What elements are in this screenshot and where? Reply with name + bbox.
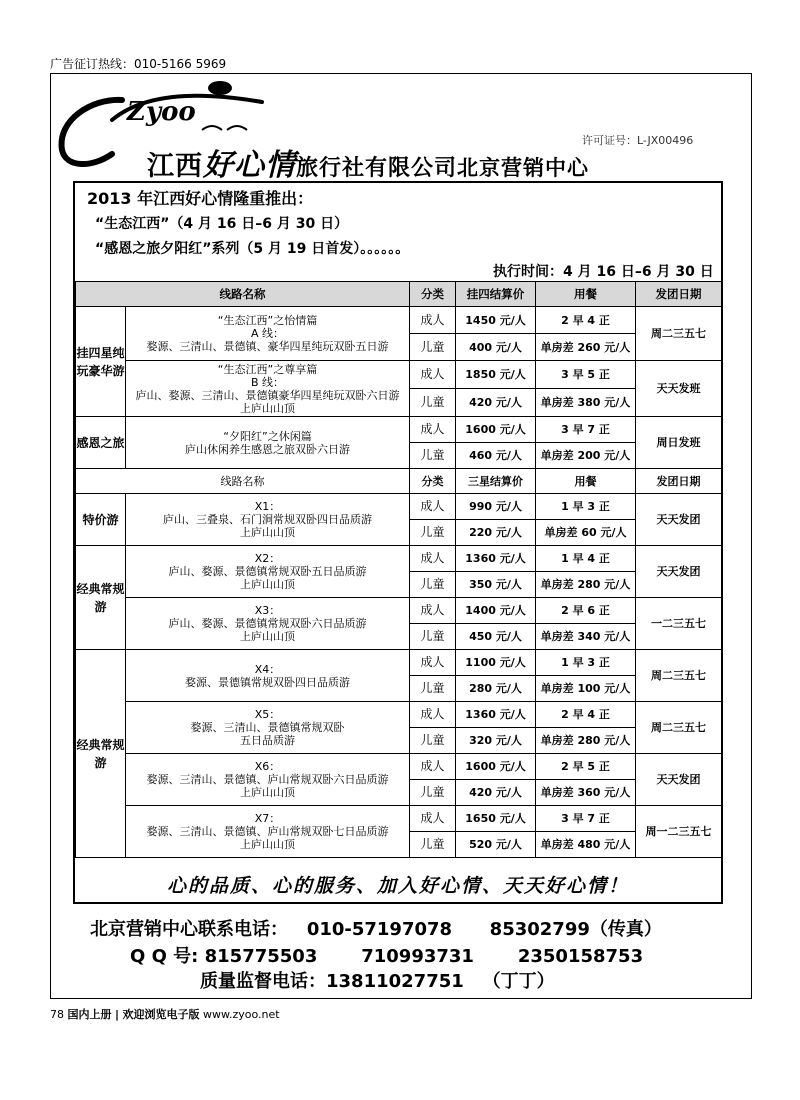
kind-adult: 成人: [410, 307, 456, 334]
route-line: 庐山、三叠泉、石门涧常规双卧四日品质游: [163, 513, 372, 526]
kind-adult: 成人: [410, 702, 456, 728]
child-price: 420 元/人: [456, 389, 536, 417]
kind-child: 儿童: [410, 832, 456, 858]
route-line: 上庐山山顶: [240, 578, 295, 591]
single-room-diff: 单房差 380 元/人: [536, 389, 636, 417]
route-line: X7：: [254, 812, 281, 825]
adult-meal: 3 早 5 正: [536, 361, 636, 389]
route-line: 庐山休闲养生感恩之旅双卧六日游: [185, 442, 350, 456]
footer-section: 国内上册: [67, 1008, 112, 1021]
route-line: 上庐山山顶: [240, 838, 295, 851]
slogan: 心的品质、心的服务、加入好心情、天天好心情！: [166, 875, 629, 897]
route-desc: [126, 494, 410, 546]
ad-hotline: 广告征订热线：010-5166 5969: [50, 57, 227, 71]
route-line: X5：: [254, 708, 281, 721]
schedule: 天天发团: [636, 546, 722, 598]
category-thanks: 感恩之旅: [76, 417, 126, 469]
kind-child: 儿童: [410, 520, 456, 546]
single-room-diff: 单房差 360 元/人: [536, 780, 636, 806]
route-line: 婺源、三清山、景德镇常规双卧: [190, 721, 345, 734]
logo-script: Zyoo: [127, 97, 196, 127]
child-price: 460 元/人: [456, 443, 536, 469]
intro-title: 2013 年江西好心情隆重推出：: [87, 189, 314, 208]
adult-price: 1100 元/人: [456, 650, 536, 676]
schedule: 天天发团: [636, 754, 722, 806]
company-brand: [147, 140, 589, 184]
promo-box: [73, 181, 723, 904]
col-header-route-2: 线路名称: [76, 469, 410, 494]
route-desc: [126, 361, 410, 417]
adult-meal: 1 早 4 正: [536, 546, 636, 572]
child-price: 420 元/人: [456, 780, 536, 806]
col-header-meal: 用餐: [536, 282, 636, 307]
brand-haoxinqing: 好心情: [203, 148, 296, 183]
route-line: B 线：: [250, 375, 285, 389]
brand-center: 北京营销中心: [457, 156, 590, 180]
phone-number-1: 010-57197078: [306, 919, 453, 940]
adult-price: 1360 元/人: [456, 546, 536, 572]
col-header-type: 分类: [410, 282, 456, 307]
adult-meal: 1 早 3 正: [536, 494, 636, 520]
kind-adult: 成人: [410, 650, 456, 676]
route-line: X3：: [254, 604, 281, 617]
single-room-diff: 单房差 280 元/人: [536, 572, 636, 598]
footer-website-link[interactable]: www.zyoo.net: [203, 1008, 280, 1021]
route-line: X2：: [254, 552, 281, 565]
fax-number: 85302799（传真）: [489, 919, 662, 940]
single-room-diff: 单房差 340 元/人: [536, 624, 636, 650]
route-line: X6：: [254, 760, 281, 773]
kind-child: 儿童: [410, 389, 456, 417]
route-desc: [126, 417, 410, 469]
quality-contact-name: （丁丁）: [482, 971, 555, 992]
footer-invite: 欢迎浏览电子版: [122, 1008, 200, 1021]
route-desc: [126, 806, 410, 858]
col-header-schedule-2: 发团日期: [636, 469, 722, 494]
table-row: [76, 307, 722, 334]
child-price: 450 元/人: [456, 624, 536, 650]
schedule: 天天发班: [636, 361, 722, 417]
col-header-price: 挂四结算价: [456, 282, 536, 307]
route-line: 婺源、三清山、景德镇、庐山常规双卧六日品质游: [146, 773, 389, 786]
table-row: [76, 417, 722, 443]
quality-phone: 13811027751: [326, 971, 464, 992]
phone-label: 北京营销中心联系电话：: [90, 919, 288, 940]
adult-price: 1600 元/人: [456, 754, 536, 780]
kind-child: 儿童: [410, 624, 456, 650]
child-price: 520 元/人: [456, 832, 536, 858]
route-desc: [126, 546, 410, 598]
col-header-schedule: 发团日期: [636, 282, 722, 307]
adult-meal: 2 早 6 正: [536, 598, 636, 624]
kind-child: 儿童: [410, 780, 456, 806]
contact-qq-line: [130, 942, 643, 968]
brand-company: 旅行社有限公司: [296, 156, 458, 181]
qq-number-1: 815775503: [204, 946, 318, 967]
schedule: 周二三五七: [636, 702, 722, 754]
single-room-diff: 单房差 280 元/人: [536, 728, 636, 754]
adult-meal: 3 早 7 正: [536, 806, 636, 832]
page-footer: [50, 1006, 280, 1022]
qq-number-2: 710993731: [361, 946, 474, 967]
adult-meal: 2 早 4 正: [536, 702, 636, 728]
table-row: [76, 598, 722, 624]
page-number: 78: [50, 1008, 64, 1021]
table-subheader-row: [76, 469, 722, 494]
adult-meal: 2 早 5 正: [536, 754, 636, 780]
adult-price: 1450 元/人: [456, 307, 536, 334]
adult-price: 1600 元/人: [456, 417, 536, 443]
route-desc: [126, 650, 410, 702]
single-room-diff: 单房差 260 元/人: [536, 334, 636, 361]
table-row: [76, 494, 722, 520]
route-line: X4：: [254, 662, 281, 676]
table-row: [76, 754, 722, 780]
kind-child: 儿童: [410, 572, 456, 598]
route-line: 上庐山山顶: [240, 630, 295, 643]
adult-meal: 2 早 4 正: [536, 307, 636, 334]
route-price-table: [75, 281, 722, 858]
kind-child: 儿童: [410, 443, 456, 469]
child-price: 320 元/人: [456, 728, 536, 754]
child-price: 400 元/人: [456, 334, 536, 361]
kind-child: 儿童: [410, 676, 456, 702]
route-line: 庐山、婺源、景德镇常规双卧六日品质游: [168, 617, 367, 630]
schedule: 天天发团: [636, 494, 722, 546]
kind-adult: 成人: [410, 754, 456, 780]
route-desc: [126, 598, 410, 650]
schedule: 周一二三五七: [636, 806, 722, 858]
single-room-diff: 单房差 480 元/人: [536, 832, 636, 858]
kind-child: 儿童: [410, 728, 456, 754]
col-header-price-2: 三星结算价: [456, 469, 536, 494]
route-line: 婺源、三清山、景德镇、庐山常规双卧七日品质游: [146, 825, 389, 838]
table-header-row: [76, 282, 722, 307]
category-special: 特价游: [76, 494, 126, 546]
schedule: 周日发班: [636, 417, 722, 469]
child-price: 350 元/人: [456, 572, 536, 598]
brand-jiangxi: 江西: [147, 151, 203, 182]
single-room-diff: 单房差 100 元/人: [536, 676, 636, 702]
execution-period: 执行时间：4 月 16 日–6 月 30 日: [493, 264, 714, 280]
kind-child: 儿童: [410, 334, 456, 361]
intro-line-1: “生态江西”（4 月 16 日–6 月 30 日）: [95, 216, 349, 232]
col-header-route: 线路名称: [76, 282, 410, 307]
single-room-diff: 单房差 60 元/人: [536, 520, 636, 546]
kind-adult: 成人: [410, 361, 456, 389]
route-line: 上庐山山顶: [240, 526, 295, 539]
license-number: 许可证号：L-JX00496: [582, 134, 694, 147]
table-row: [76, 361, 722, 389]
table-row: [76, 650, 722, 676]
route-line: 庐山、婺源、景德镇常规双卧五日品质游: [168, 565, 367, 578]
route-line: 上庐山山顶: [240, 401, 295, 415]
category-classic-2: 经典常规游: [76, 650, 126, 858]
kind-adult: 成人: [410, 598, 456, 624]
table-row: [76, 546, 722, 572]
col-header-meal-2: 用餐: [536, 469, 636, 494]
adult-meal: 1 早 3 正: [536, 650, 636, 676]
child-price: 280 元/人: [456, 676, 536, 702]
kind-adult: 成人: [410, 806, 456, 832]
route-line: A 线：: [250, 327, 285, 340]
category-luxury: 挂四星纯玩豪华游: [76, 307, 126, 417]
route-desc: [126, 702, 410, 754]
table-row: [76, 702, 722, 728]
kind-adult: 成人: [410, 417, 456, 443]
route-line: 上庐山山顶: [240, 786, 295, 799]
qq-number-3: 2350158753: [517, 946, 644, 967]
route-line: 庐山、婺源、三清山、景德镇豪华四星纯玩双卧六日游: [135, 388, 400, 402]
route-line: 五日品质游: [240, 734, 295, 747]
header-logo-area: [52, 80, 750, 183]
schedule: 周二三五七: [636, 650, 722, 702]
route-line: 婺源、三清山、景德镇、豪华四星纯玩双卧五日游: [146, 340, 389, 353]
adult-price: 1850 元/人: [456, 361, 536, 389]
route-desc: [126, 754, 410, 806]
adult-price: 1360 元/人: [456, 702, 536, 728]
single-room-diff: 单房差 200 元/人: [536, 443, 636, 469]
adult-price: 1400 元/人: [456, 598, 536, 624]
route-line: X1：: [254, 500, 281, 513]
qq-label: Q Q 号:: [130, 946, 199, 967]
kind-adult: 成人: [410, 494, 456, 520]
col-header-type-2: 分类: [410, 469, 456, 494]
schedule: 周二三五七: [636, 307, 722, 361]
quality-label: 质量监督电话：: [200, 971, 326, 992]
route-desc: [126, 307, 410, 361]
adult-price: 1650 元/人: [456, 806, 536, 832]
route-line: “生态江西”之尊享篇: [217, 362, 318, 376]
table-row: [76, 806, 722, 832]
category-classic-1: 经典常规游: [76, 546, 126, 650]
footer-separator: |: [115, 1008, 120, 1021]
intro-line-2: “感恩之旅夕阳红”系列（5 月 19 日首发）。。。。。。: [95, 241, 410, 257]
adult-price: 990 元/人: [456, 494, 536, 520]
adult-meal: 3 早 7 正: [536, 417, 636, 443]
route-line: 婺源、景德镇常规双卧四日品质游: [185, 675, 350, 689]
kind-adult: 成人: [410, 546, 456, 572]
route-line: “生态江西”之怡情篇: [217, 314, 318, 327]
schedule: 一二三五七: [636, 598, 722, 650]
contact-quality-line: [200, 967, 555, 993]
route-line: “夕阳红”之休闲篇: [223, 429, 312, 443]
contact-phone-line: [90, 915, 662, 941]
child-price: 220 元/人: [456, 520, 536, 546]
